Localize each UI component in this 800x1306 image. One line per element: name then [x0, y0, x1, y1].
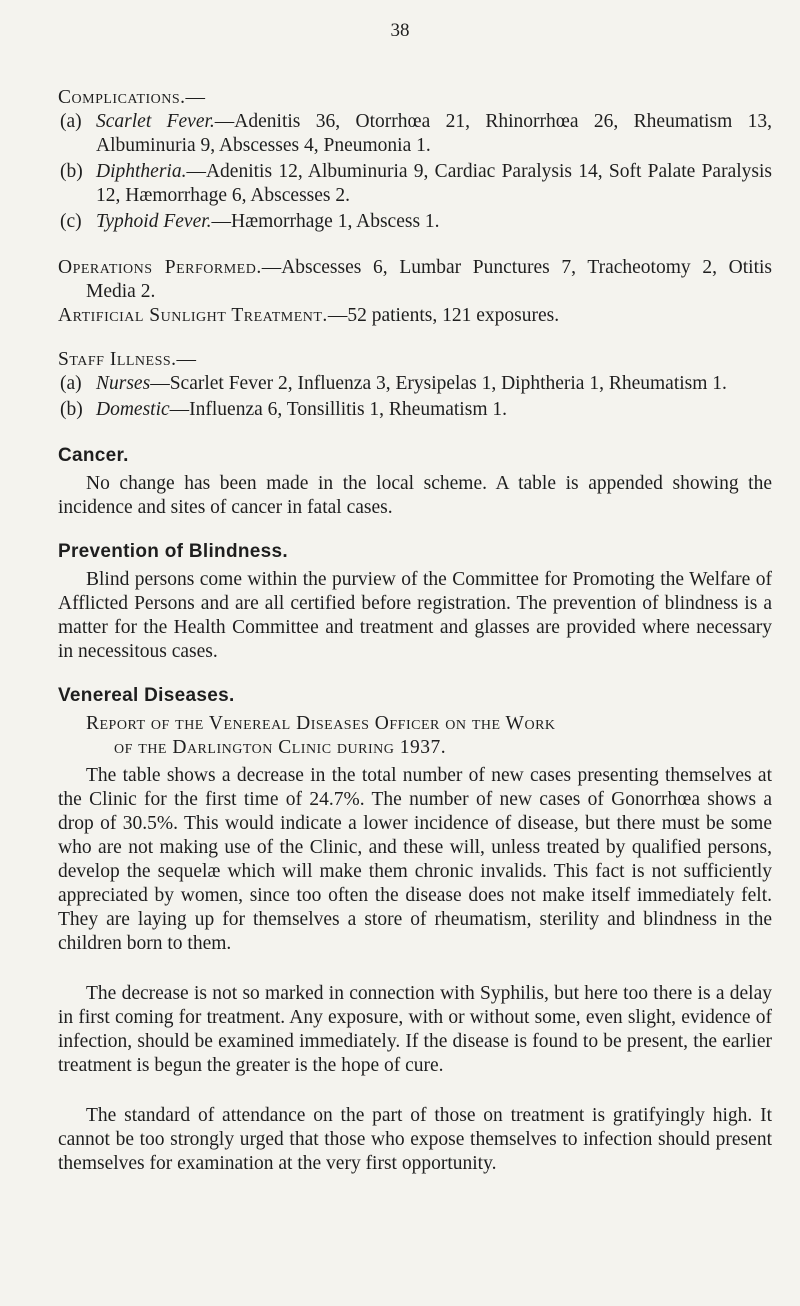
operations-paragraph [58, 256, 772, 304]
item-name: Nurses [96, 373, 151, 394]
complication-item [58, 160, 772, 208]
complication-item [58, 110, 772, 158]
venereal-paragraph-3: The standard of attendance on the part of those on treatment is gratifyingly high. It cannot be too strongly urged that those who expose themselves to infection should present themselves for examination at the very first opportunity. [58, 1105, 772, 1174]
operations-heading: Operations Performed. [58, 257, 262, 278]
sunlight-text: —52 patients, 121 exposures. [327, 305, 560, 326]
item-text: —Adenitis 36, Otorrhœa 21, Rhinorrhœa 26, Rheumatism 13, Albuminuria 9, Abscesses 4, Pneumonia 1. [96, 111, 772, 156]
staff-illness-item [58, 372, 772, 396]
staff-illness-heading: Staff Illness.— [58, 349, 197, 370]
item-name: Scarlet Fever. [96, 111, 215, 132]
item-label: (a) [60, 111, 82, 132]
blindness-paragraph: Blind persons come within the purview of the Committee for Promoting the Welfare of Afflicted Persons and are all certified before registration. The prevention of blindness is a matter for the Health Committee and treatment and glasses are provided where necessary in necessitous cases. [58, 569, 772, 662]
report-title [58, 712, 772, 760]
item-label: (a) [60, 373, 82, 394]
venereal-heading: Venereal Diseases. [58, 685, 235, 706]
blindness-section [58, 540, 772, 664]
item-name: Typhoid Fever. [96, 211, 212, 232]
staff-illness-item [58, 398, 772, 422]
sunlight-heading: Artificial Sunlight Treatment. [58, 305, 328, 326]
page-content [58, 86, 772, 1176]
item-name: Domestic [96, 399, 170, 420]
item-label: (b) [60, 161, 83, 182]
cancer-paragraph: No change has been made in the local scheme. A table is appended showing the incidence and sites of cancer in fatal cases. [58, 473, 772, 518]
complications-section [58, 86, 772, 234]
item-text: —Adenitis 12, Albuminuria 9, Cardiac Paralysis 14, Soft Palate Paralysis 12, Hæmorrhage 6, Abscesses 2. [96, 161, 772, 206]
item-label: (c) [60, 211, 82, 232]
item-text: —Hæmorrhage 1, Abscess 1. [211, 211, 440, 232]
item-text: —Influenza 6, Tonsillitis 1, Rheumatism 1. [169, 399, 507, 420]
venereal-paragraph-2: The decrease is not so marked in connection with Syphilis, but here too there is a delay in first coming for treatment. Any exposure, with or without some, even slight, evidence of infection, should be examined immediately. If the disease is found to be present, the earlier treatment is begun the greater is the hope of cure. [58, 983, 772, 1076]
sunlight-paragraph [58, 304, 772, 328]
cancer-heading: Cancer. [58, 445, 129, 466]
venereal-paragraph-1: The table shows a decrease in the total number of new cases presenting themselves at the Clinic for the first time of 24.7%. The number of new cases of Gonorrhœa shows a drop of 30.5%. This would indicate a lower incidence of disease, but there must be some who are not making use of the Clinic, and these will, unless treated by qualified persons, develop the sequelæ which will make them chronic invalids. This fact is not sufficiently appreciated by women, since too often the disease does not make itself immediately felt. They are laying up for themselves a store of rheumatism, sterility and blindness in the children born to them. [58, 765, 772, 954]
report-title-line1: Report of the Venereal Diseases Officer on the Work [86, 713, 556, 734]
cancer-section [58, 444, 772, 520]
complication-item [58, 210, 772, 234]
report-title-line2: of the Darlington Clinic during 1937. [114, 737, 447, 758]
operations-text: —Abscesses 6, Lumbar Punctures 7, Tracheotomy 2, Otitis Media 2. [86, 257, 773, 302]
venereal-section [58, 684, 772, 1176]
blindness-heading: Prevention of Blindness. [58, 541, 288, 562]
item-name: Diphtheria. [96, 161, 187, 182]
complications-heading: Complications.— [58, 87, 206, 108]
staff-illness-section [58, 348, 772, 422]
item-label: (b) [60, 399, 83, 420]
item-text: —Scarlet Fever 2, Influenza 3, Erysipelas 1, Diphtheria 1, Rheumatism 1. [150, 373, 727, 394]
page-number: 38 [390, 20, 410, 41]
